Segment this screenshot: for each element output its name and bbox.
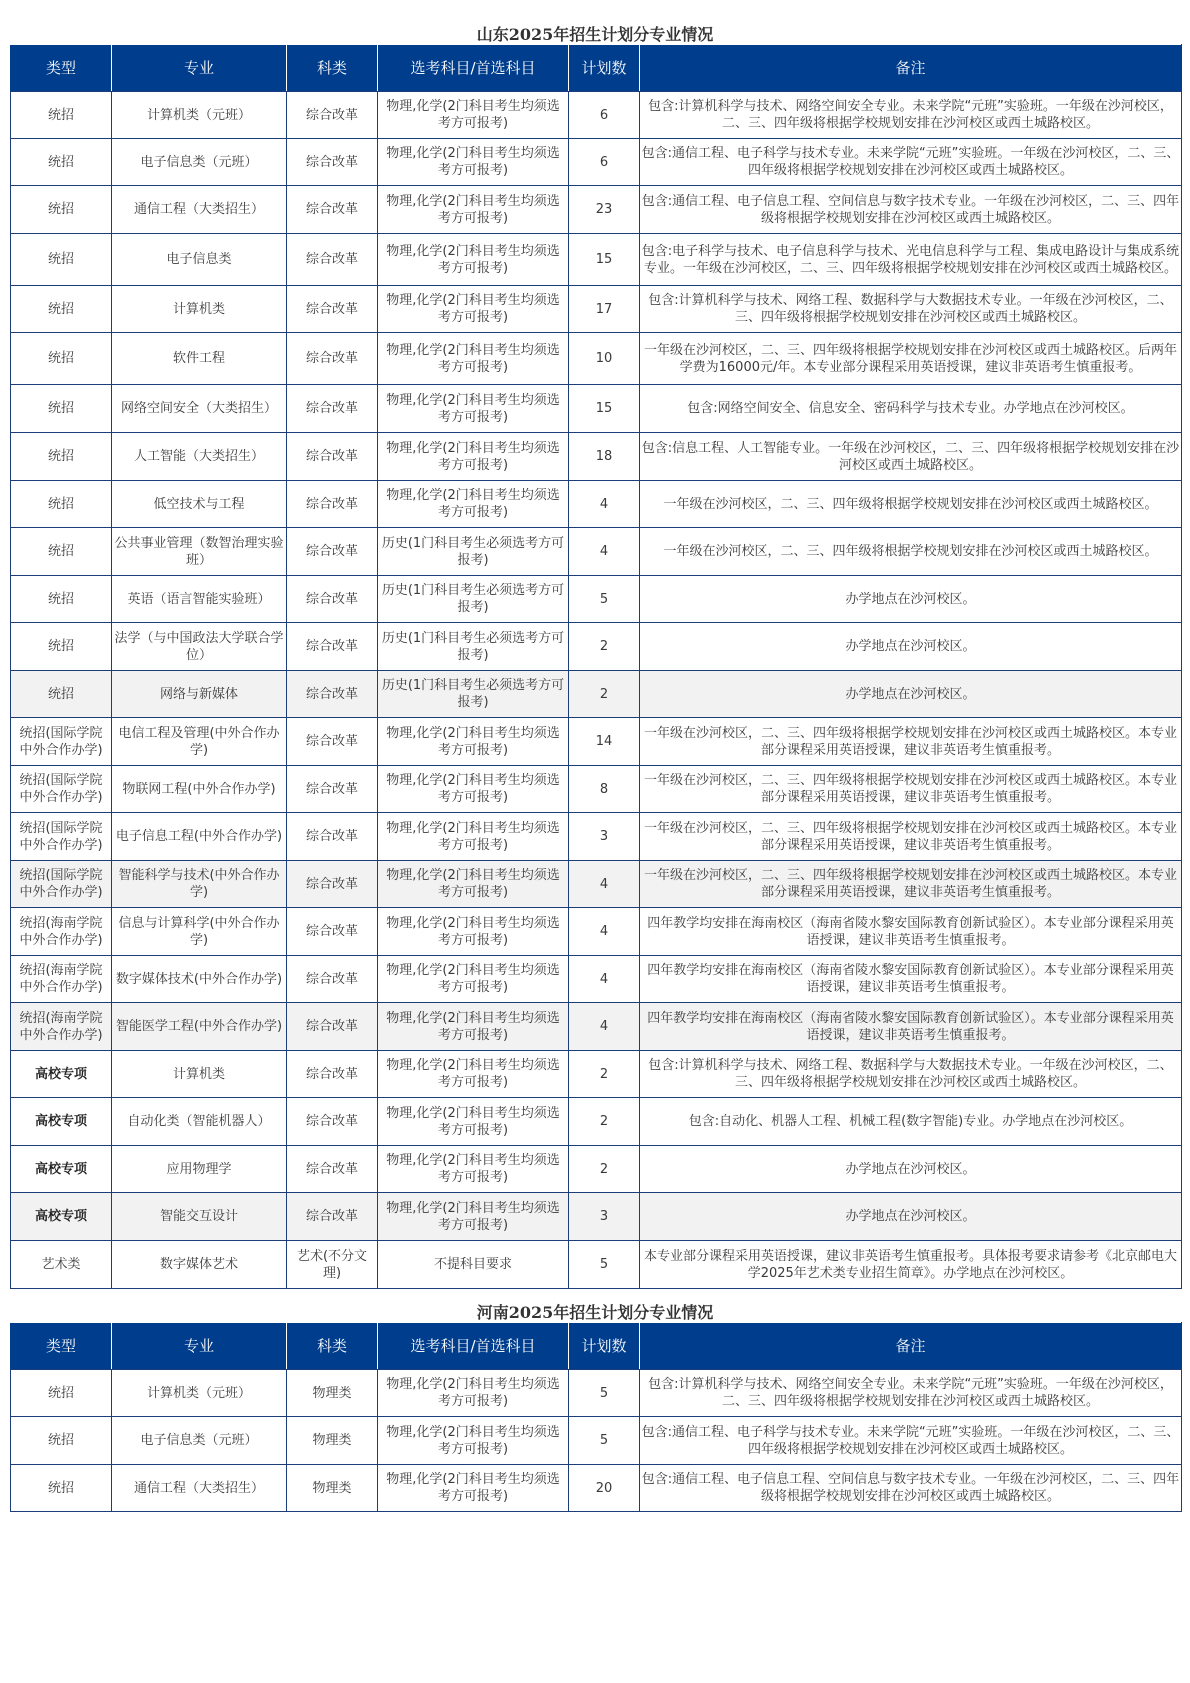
cell-subjects: 物理,化学(2门科目考生均须选考方可报考)	[378, 92, 569, 139]
table-row	[11, 333, 1182, 385]
cell-count: 20	[569, 1465, 640, 1512]
cell-subjects: 物理,化学(2门科目考生均须选考方可报考)	[378, 1098, 569, 1146]
cell-type: 统招	[11, 433, 112, 481]
cell-subjects: 物理,化学(2门科目考生均须选考方可报考)	[378, 956, 569, 1003]
cell-major: 电子信息类	[112, 234, 287, 286]
cell-subjects: 物理,化学(2门科目考生均须选考方可报考)	[378, 139, 569, 186]
table-header-row	[11, 1323, 1182, 1370]
cell-subjects: 物理,化学(2门科目考生均须选考方可报考)	[378, 1051, 569, 1098]
header-type: 类型	[11, 1323, 112, 1370]
table-row	[11, 1193, 1182, 1241]
table-row	[11, 1417, 1182, 1465]
cell-category: 综合改革	[287, 186, 378, 234]
table-row	[11, 1465, 1182, 1512]
cell-count: 3	[569, 1193, 640, 1241]
cell-subjects: 不提科目要求	[378, 1241, 569, 1289]
table-row	[11, 234, 1182, 286]
cell-category: 综合改革	[287, 813, 378, 861]
table-row	[11, 286, 1182, 333]
cell-category: 综合改革	[287, 956, 378, 1003]
cell-note: 包含:电子科学与技术、电子信息科学与技术、光电信息科学与工程、集成电路设计与集成系统专业。一年级在沙河校区，二、三、四年级将根据学校规划安排在沙河校区或西土城路校区。	[640, 234, 1182, 286]
cell-type: 统招	[11, 333, 112, 385]
cell-category: 艺术(不分文理)	[287, 1241, 378, 1289]
table-row	[11, 813, 1182, 861]
cell-note: 四年教学均安排在海南校区（海南省陵水黎安国际教育创新试验区）。本专业部分课程采用英语授课，建议非英语考生慎重报考。	[640, 908, 1182, 956]
cell-type: 统招	[11, 671, 112, 718]
cell-major: 网络与新媒体	[112, 671, 287, 718]
header-category: 科类	[287, 45, 378, 92]
table-row	[11, 385, 1182, 433]
cell-note: 四年教学均安排在海南校区（海南省陵水黎安国际教育创新试验区）。本专业部分课程采用英语授课，建议非英语考生慎重报考。	[640, 956, 1182, 1003]
table-row	[11, 1146, 1182, 1193]
cell-count: 5	[569, 576, 640, 623]
cell-major: 通信工程（大类招生）	[112, 1465, 287, 1512]
cell-type: 统招	[11, 92, 112, 139]
table-row	[11, 908, 1182, 956]
cell-type: 统招	[11, 623, 112, 671]
cell-note: 包含:计算机科学与技术、网络空间安全专业。未来学院“元班”实验班。一年级在沙河校区，二、三、四年级将根据学校规划安排在沙河校区或西土城路校区。	[640, 92, 1182, 139]
cell-major: 计算机类（元班）	[112, 1370, 287, 1417]
cell-category: 综合改革	[287, 92, 378, 139]
cell-subjects: 物理,化学(2门科目考生均须选考方可报考)	[378, 433, 569, 481]
cell-subjects: 物理,化学(2门科目考生均须选考方可报考)	[378, 234, 569, 286]
cell-count: 4	[569, 1003, 640, 1051]
cell-count: 15	[569, 234, 640, 286]
cell-count: 6	[569, 139, 640, 186]
shandong-plan-table	[10, 44, 1182, 1289]
table-row	[11, 671, 1182, 718]
table-header-row	[11, 45, 1182, 92]
header-type: 类型	[11, 45, 112, 92]
cell-category: 综合改革	[287, 718, 378, 766]
cell-category: 综合改革	[287, 576, 378, 623]
cell-major: 应用物理学	[112, 1146, 287, 1193]
cell-count: 14	[569, 718, 640, 766]
cell-note: 包含:计算机科学与技术、网络空间安全专业。未来学院“元班”实验班。一年级在沙河校区，二、三、四年级将根据学校规划安排在沙河校区或西土城路校区。	[640, 1370, 1182, 1417]
table-row	[11, 766, 1182, 813]
cell-subjects: 物理,化学(2门科目考生均须选考方可报考)	[378, 186, 569, 234]
cell-type: 统招(海南学院中外合作办学)	[11, 908, 112, 956]
cell-count: 8	[569, 766, 640, 813]
cell-note: 办学地点在沙河校区。	[640, 576, 1182, 623]
henan-plan-table	[10, 1322, 1182, 1512]
cell-type: 统招	[11, 1465, 112, 1512]
cell-note: 本专业部分课程采用英语授课，建议非英语考生慎重报考。具体报考要求请参考《北京邮电大学2025年艺术类专业招生简章》。办学地点在沙河校区。	[640, 1241, 1182, 1289]
cell-category: 综合改革	[287, 1051, 378, 1098]
cell-type: 统招	[11, 1417, 112, 1465]
cell-major: 计算机类	[112, 286, 287, 333]
cell-note: 包含:通信工程、电子科学与技术专业。未来学院“元班”实验班。一年级在沙河校区，二、三、四年级将根据学校规划安排在沙河校区或西土城路校区。	[640, 1417, 1182, 1465]
cell-major: 智能医学工程(中外合作办学)	[112, 1003, 287, 1051]
cell-category: 综合改革	[287, 333, 378, 385]
cell-type: 高校专项	[11, 1098, 112, 1146]
cell-note: 办学地点在沙河校区。	[640, 1193, 1182, 1241]
cell-major: 电子信息类（元班）	[112, 1417, 287, 1465]
header-subjects: 选考科目/首选科目	[378, 1323, 569, 1370]
cell-count: 18	[569, 433, 640, 481]
cell-count: 5	[569, 1241, 640, 1289]
cell-count: 5	[569, 1370, 640, 1417]
cell-count: 23	[569, 186, 640, 234]
cell-type: 统招(海南学院中外合作办学)	[11, 1003, 112, 1051]
header-major: 专业	[112, 1323, 287, 1370]
cell-note: 办学地点在沙河校区。	[640, 671, 1182, 718]
header-note: 备注	[640, 1323, 1182, 1370]
cell-category: 综合改革	[287, 234, 378, 286]
cell-major: 电子信息类（元班）	[112, 139, 287, 186]
cell-count: 2	[569, 623, 640, 671]
cell-major: 数字媒体技术(中外合作办学)	[112, 956, 287, 1003]
cell-subjects: 历史(1门科目考生必须选考方可报考)	[378, 576, 569, 623]
table-row	[11, 623, 1182, 671]
cell-note: 一年级在沙河校区，二、三、四年级将根据学校规划安排在沙河校区或西土城路校区。	[640, 481, 1182, 528]
table-row	[11, 92, 1182, 139]
cell-category: 综合改革	[287, 1098, 378, 1146]
cell-major: 网络空间安全（大类招生）	[112, 385, 287, 433]
cell-category: 物理类	[287, 1370, 378, 1417]
cell-subjects: 物理,化学(2门科目考生均须选考方可报考)	[378, 481, 569, 528]
cell-category: 综合改革	[287, 528, 378, 576]
header-major: 专业	[112, 45, 287, 92]
table-row	[11, 861, 1182, 908]
cell-major: 公共事业管理（数智治理实验班）	[112, 528, 287, 576]
cell-category: 综合改革	[287, 671, 378, 718]
cell-note: 包含:信息工程、人工智能专业。一年级在沙河校区，二、三、四年级将根据学校规划安排在沙河校区或西土城路校区。	[640, 433, 1182, 481]
cell-type: 统招(国际学院中外合作办学)	[11, 813, 112, 861]
cell-count: 10	[569, 333, 640, 385]
cell-count: 3	[569, 813, 640, 861]
cell-type: 统招	[11, 481, 112, 528]
cell-subjects: 物理,化学(2门科目考生均须选考方可报考)	[378, 1146, 569, 1193]
cell-category: 综合改革	[287, 1146, 378, 1193]
cell-note: 包含:网络空间安全、信息安全、密码科学与技术专业。办学地点在沙河校区。	[640, 385, 1182, 433]
cell-note: 办学地点在沙河校区。	[640, 623, 1182, 671]
cell-major: 软件工程	[112, 333, 287, 385]
cell-note: 四年教学均安排在海南校区（海南省陵水黎安国际教育创新试验区）。本专业部分课程采用英语授课，建议非英语考生慎重报考。	[640, 1003, 1182, 1051]
cell-type: 统招(国际学院中外合作办学)	[11, 718, 112, 766]
cell-major: 自动化类（智能机器人）	[112, 1098, 287, 1146]
cell-note: 一年级在沙河校区，二、三、四年级将根据学校规划安排在沙河校区或西土城路校区。本专业部分课程采用英语授课，建议非英语考生慎重报考。	[640, 766, 1182, 813]
cell-subjects: 物理,化学(2门科目考生均须选考方可报考)	[378, 1193, 569, 1241]
cell-major: 电子信息工程(中外合作办学)	[112, 813, 287, 861]
cell-count: 17	[569, 286, 640, 333]
header-subjects: 选考科目/首选科目	[378, 45, 569, 92]
table-row	[11, 1241, 1182, 1289]
cell-count: 15	[569, 385, 640, 433]
table-row	[11, 1098, 1182, 1146]
cell-count: 4	[569, 481, 640, 528]
henan-table-title: 河南2025年招生计划分专业情况	[476, 1303, 714, 1322]
table-row	[11, 433, 1182, 481]
cell-category: 综合改革	[287, 286, 378, 333]
cell-type: 统招(海南学院中外合作办学)	[11, 956, 112, 1003]
cell-major: 法学（与中国政法大学联合学位）	[112, 623, 287, 671]
header-count: 计划数	[569, 45, 640, 92]
cell-major: 低空技术与工程	[112, 481, 287, 528]
cell-count: 2	[569, 671, 640, 718]
cell-type: 统招	[11, 576, 112, 623]
cell-subjects: 物理,化学(2门科目考生均须选考方可报考)	[378, 1370, 569, 1417]
header-count: 计划数	[569, 1323, 640, 1370]
cell-subjects: 历史(1门科目考生必须选考方可报考)	[378, 528, 569, 576]
cell-note: 包含:自动化、机器人工程、机械工程(数字智能)专业。办学地点在沙河校区。	[640, 1098, 1182, 1146]
cell-note: 包含:通信工程、电子信息工程、空间信息与数字技术专业。一年级在沙河校区，二、三、四年级将根据学校规划安排在沙河校区或西土城路校区。	[640, 186, 1182, 234]
cell-subjects: 物理,化学(2门科目考生均须选考方可报考)	[378, 1003, 569, 1051]
header-category: 科类	[287, 1323, 378, 1370]
cell-category: 综合改革	[287, 433, 378, 481]
cell-category: 综合改革	[287, 139, 378, 186]
cell-note: 一年级在沙河校区，二、三、四年级将根据学校规划安排在沙河校区或西土城路校区。本专业部分课程采用英语授课，建议非英语考生慎重报考。	[640, 861, 1182, 908]
cell-count: 2	[569, 1051, 640, 1098]
cell-count: 4	[569, 861, 640, 908]
cell-note: 包含:计算机科学与技术、网络工程、数据科学与大数据技术专业。一年级在沙河校区，二、三、四年级将根据学校规划安排在沙河校区或西土城路校区。	[640, 1051, 1182, 1098]
shandong-table-title: 山东2025年招生计划分专业情况	[476, 25, 714, 44]
cell-category: 综合改革	[287, 1193, 378, 1241]
cell-type: 统招	[11, 1370, 112, 1417]
cell-type: 统招(国际学院中外合作办学)	[11, 861, 112, 908]
cell-category: 综合改革	[287, 1003, 378, 1051]
cell-subjects: 物理,化学(2门科目考生均须选考方可报考)	[378, 1417, 569, 1465]
cell-count: 4	[569, 528, 640, 576]
henan-table-body	[11, 1370, 1182, 1512]
cell-count: 6	[569, 92, 640, 139]
table-row	[11, 956, 1182, 1003]
cell-major: 计算机类（元班）	[112, 92, 287, 139]
cell-type: 统招	[11, 139, 112, 186]
cell-category: 综合改革	[287, 623, 378, 671]
table-row	[11, 139, 1182, 186]
cell-major: 电信工程及管理(中外合作办学)	[112, 718, 287, 766]
table-row	[11, 186, 1182, 234]
cell-note: 一年级在沙河校区，二、三、四年级将根据学校规划安排在沙河校区或西土城路校区。本专业部分课程采用英语授课，建议非英语考生慎重报考。	[640, 718, 1182, 766]
cell-major: 计算机类	[112, 1051, 287, 1098]
cell-subjects: 历史(1门科目考生必须选考方可报考)	[378, 623, 569, 671]
cell-category: 综合改革	[287, 766, 378, 813]
cell-major: 智能交互设计	[112, 1193, 287, 1241]
table-row	[11, 576, 1182, 623]
cell-subjects: 物理,化学(2门科目考生均须选考方可报考)	[378, 286, 569, 333]
cell-count: 4	[569, 956, 640, 1003]
cell-subjects: 物理,化学(2门科目考生均须选考方可报考)	[378, 861, 569, 908]
cell-category: 物理类	[287, 1417, 378, 1465]
cell-type: 统招	[11, 234, 112, 286]
cell-count: 2	[569, 1146, 640, 1193]
cell-subjects: 物理,化学(2门科目考生均须选考方可报考)	[378, 1465, 569, 1512]
cell-major: 智能科学与技术(中外合作办学)	[112, 861, 287, 908]
cell-major: 物联网工程(中外合作办学)	[112, 766, 287, 813]
cell-category: 综合改革	[287, 481, 378, 528]
cell-type: 高校专项	[11, 1146, 112, 1193]
cell-note: 包含:计算机科学与技术、网络工程、数据科学与大数据技术专业。一年级在沙河校区，二、三、四年级将根据学校规划安排在沙河校区或西土城路校区。	[640, 286, 1182, 333]
cell-note: 包含:通信工程、电子信息工程、空间信息与数字技术专业。一年级在沙河校区，二、三、四年级将根据学校规划安排在沙河校区或西土城路校区。	[640, 1465, 1182, 1512]
cell-count: 2	[569, 1098, 640, 1146]
cell-note: 一年级在沙河校区，二、三、四年级将根据学校规划安排在沙河校区或西土城路校区。后两年学费为16000元/年。本专业部分课程采用英语授课，建议非英语考生慎重报考。	[640, 333, 1182, 385]
cell-subjects: 物理,化学(2门科目考生均须选考方可报考)	[378, 766, 569, 813]
cell-type: 统招	[11, 186, 112, 234]
table-row	[11, 718, 1182, 766]
cell-note: 一年级在沙河校区，二、三、四年级将根据学校规划安排在沙河校区或西土城路校区。	[640, 528, 1182, 576]
cell-type: 高校专项	[11, 1051, 112, 1098]
cell-type: 高校专项	[11, 1193, 112, 1241]
shandong-table-body	[11, 92, 1182, 1289]
cell-count: 5	[569, 1417, 640, 1465]
cell-note: 办学地点在沙河校区。	[640, 1146, 1182, 1193]
cell-count: 4	[569, 908, 640, 956]
cell-subjects: 历史(1门科目考生必须选考方可报考)	[378, 671, 569, 718]
cell-type: 统招	[11, 385, 112, 433]
cell-type: 统招	[11, 528, 112, 576]
cell-category: 综合改革	[287, 385, 378, 433]
cell-subjects: 物理,化学(2门科目考生均须选考方可报考)	[378, 385, 569, 433]
cell-category: 综合改革	[287, 908, 378, 956]
header-note: 备注	[640, 45, 1182, 92]
cell-subjects: 物理,化学(2门科目考生均须选考方可报考)	[378, 908, 569, 956]
cell-category: 物理类	[287, 1465, 378, 1512]
cell-note: 包含:通信工程、电子科学与技术专业。未来学院“元班”实验班。一年级在沙河校区，二、三、四年级将根据学校规划安排在沙河校区或西土城路校区。	[640, 139, 1182, 186]
cell-subjects: 物理,化学(2门科目考生均须选考方可报考)	[378, 333, 569, 385]
table-row	[11, 1051, 1182, 1098]
table-row	[11, 1003, 1182, 1051]
cell-subjects: 物理,化学(2门科目考生均须选考方可报考)	[378, 718, 569, 766]
cell-type: 统招	[11, 286, 112, 333]
cell-major: 数字媒体艺术	[112, 1241, 287, 1289]
table-row	[11, 1370, 1182, 1417]
cell-major: 人工智能（大类招生）	[112, 433, 287, 481]
cell-category: 综合改革	[287, 861, 378, 908]
cell-subjects: 物理,化学(2门科目考生均须选考方可报考)	[378, 813, 569, 861]
cell-note: 一年级在沙河校区，二、三、四年级将根据学校规划安排在沙河校区或西土城路校区。本专业部分课程采用英语授课，建议非英语考生慎重报考。	[640, 813, 1182, 861]
table-row	[11, 528, 1182, 576]
cell-major: 英语（语言智能实验班）	[112, 576, 287, 623]
cell-type: 统招(国际学院中外合作办学)	[11, 766, 112, 813]
cell-type: 艺术类	[11, 1241, 112, 1289]
table-row	[11, 481, 1182, 528]
cell-major: 通信工程（大类招生）	[112, 186, 287, 234]
cell-major: 信息与计算科学(中外合作办学)	[112, 908, 287, 956]
